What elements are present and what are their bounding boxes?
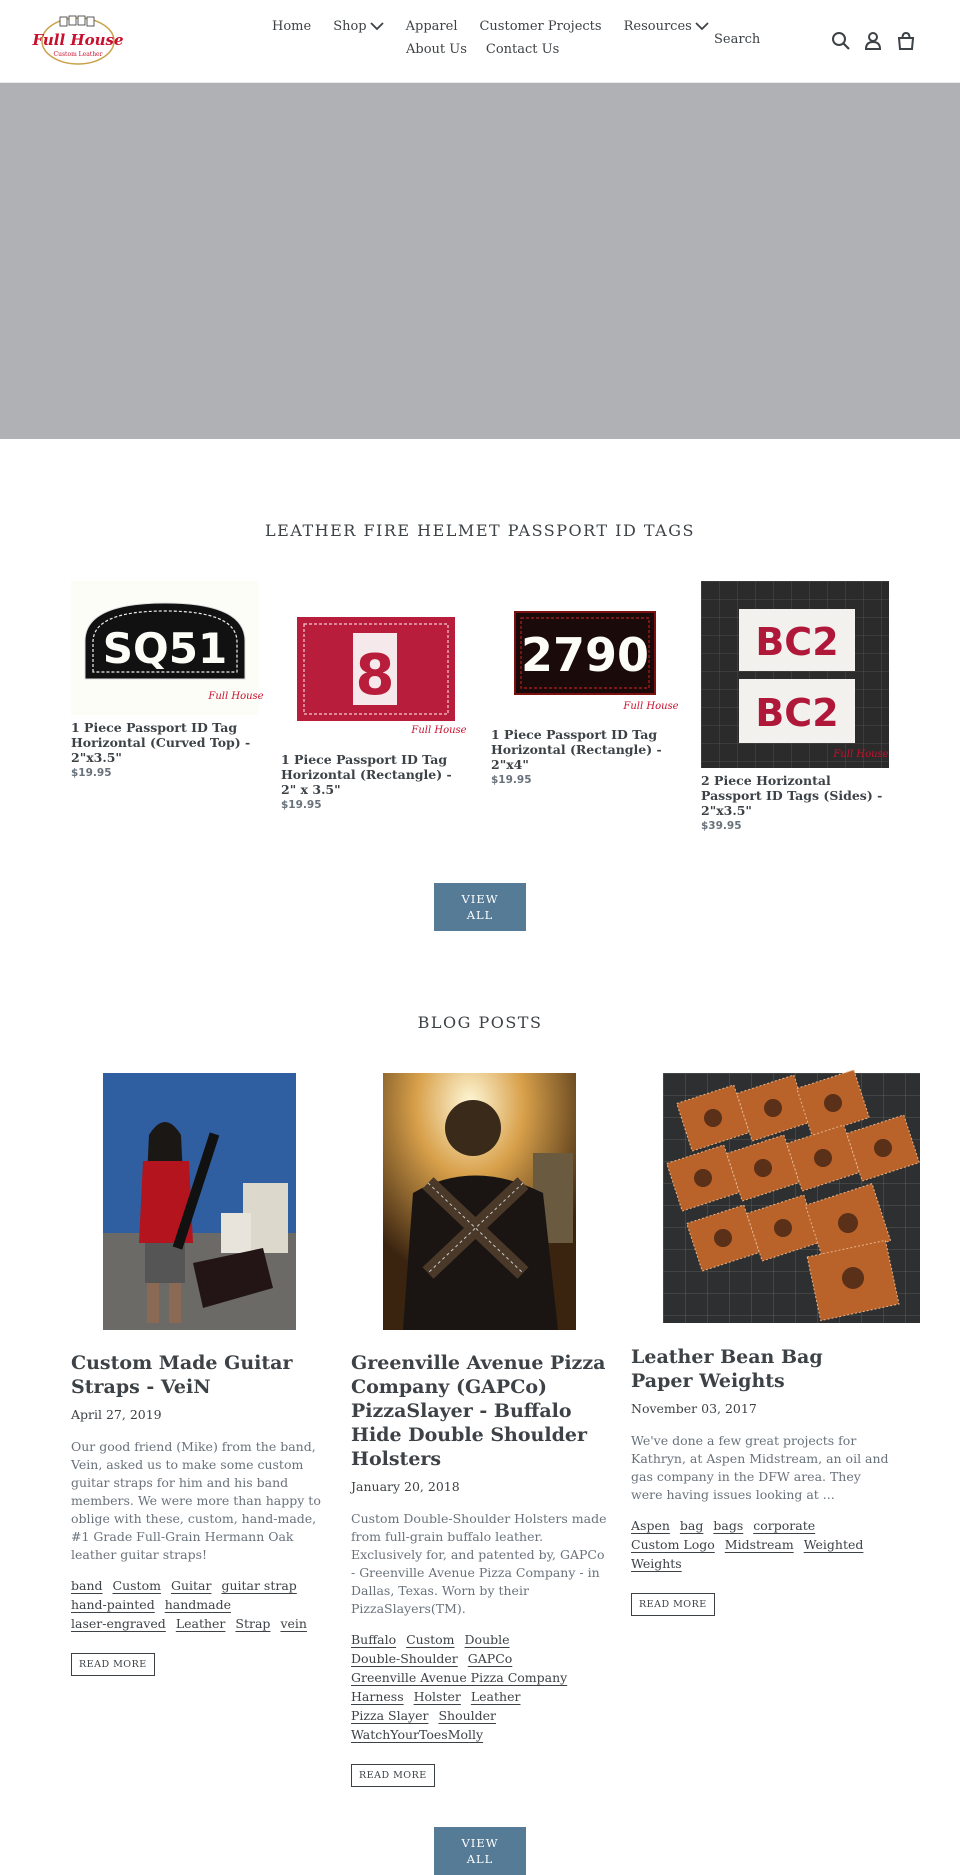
search-input[interactable]: Search [714,32,761,47]
product-price: $19.95 [71,767,112,779]
post-tags [71,1576,329,1633]
product-card[interactable] [491,581,681,786]
post-date: January 20, 2018 [351,1479,460,1494]
post-tags [351,1630,609,1744]
view-all-products-button[interactable]: VIEW ALL [434,883,526,931]
blog-section-title: BLOG POSTS [417,1013,543,1032]
post-excerpt: Custom Double-Shoulder Holsters made from full-grain buffalo leather. Exclusively for, and patented by, GAPCo - Greenville Avenue Pizza Company - in Dallas, Texas. Worn by their PizzaSlayers(TM). [351,1511,607,1616]
account-icon[interactable] [862,30,884,52]
cart-icon[interactable] [895,30,917,52]
tag-link[interactable]: laser-engraved [71,1616,166,1631]
product-name: 2 Piece Horizontal Passport ID Tags (Sides) - 2"x3.5" [701,773,883,818]
nav-about-us[interactable]: About Us [406,42,467,57]
product-price: $19.95 [281,799,322,811]
tag-link[interactable]: Holster [413,1689,461,1704]
product-name: 1 Piece Passport ID Tag Horizontal (Rectangle) - 2"x4" [491,727,662,772]
read-more-button[interactable]: READ MORE [351,1764,435,1787]
tag-link[interactable]: Double [464,1632,510,1647]
blog-image[interactable] [383,1073,576,1330]
tag-link[interactable]: Strap [235,1616,271,1631]
products-section-title: LEATHER FIRE HELMET PASSPORT ID TAGS [265,521,695,540]
post-excerpt: Our good friend (Mike) from the band, Vein, asked us to make some custom guitar straps for him and his band members. We were more than happy to oblige with these, custom, hand-made, #1 Grade Full-Grain Hermann Oak leather guitar straps! [71,1439,321,1562]
post-excerpt: We've done a few great projects for Kathryn, at Aspen Midstream, an oil and gas company in the DFW area. They were having issues looking at ... [631,1433,889,1502]
hero-banner [0,83,960,439]
tag-link[interactable]: bag [679,1518,704,1533]
nav-shop[interactable]: Shop [333,19,383,34]
nav-resources[interactable]: Resources [624,19,709,34]
tag-link[interactable]: Leather [470,1689,521,1704]
tag-link[interactable]: Greenville Avenue Pizza Company [351,1670,568,1685]
main-nav-row2 [406,42,578,57]
tag-link[interactable]: handmade [164,1597,231,1612]
chevron-down-icon [695,22,709,31]
tag-link[interactable]: Leather [175,1616,226,1631]
nav-customer-projects[interactable]: Customer Projects [479,19,602,34]
tag-link[interactable]: band [71,1578,103,1593]
product-price: $39.95 [701,820,742,832]
blog-image[interactable] [103,1073,296,1330]
post-title[interactable]: Greenville Avenue Pizza Company (GAPCo) PizzaSlayer - Buffalo Hide Double Shoulder Holsters [351,1352,606,1470]
blog-post [71,1351,329,1676]
svg-text:BC2: BC2 [755,620,839,664]
product-card[interactable] [701,581,891,832]
post-title[interactable]: Leather Bean Bag Paper Weights [631,1346,823,1392]
tag-link[interactable]: Weighted [803,1537,864,1552]
nav-apparel[interactable]: Apparel [405,19,458,34]
tag-link[interactable]: GAPCo [467,1651,513,1666]
blog-post [631,1345,889,1616]
tag-link[interactable]: hand-painted [71,1597,155,1612]
tag-link[interactable]: Midstream [724,1537,794,1552]
product-image [71,581,264,715]
svg-text:Full House: Full House [623,701,679,712]
tag-link[interactable]: Buffalo [351,1632,397,1647]
svg-text:Full House: Full House [208,691,264,702]
tag-link[interactable]: vein [280,1616,307,1631]
logo[interactable] [32,14,124,66]
post-tags [631,1516,889,1573]
svg-text:SQ51: SQ51 [102,624,228,673]
search-icon[interactable] [830,30,852,52]
main-nav [272,19,731,34]
svg-text:Full House: Full House [411,725,467,736]
chevron-down-icon [370,22,384,31]
product-image [281,581,469,747]
tag-link[interactable]: guitar strap [221,1578,297,1593]
tag-link[interactable]: Custom Logo [631,1537,715,1552]
post-date: April 27, 2019 [71,1407,162,1422]
product-name: 1 Piece Passport ID Tag Horizontal (Rectangle) - 2" x 3.5" [281,752,452,797]
logo-subtext: Custom Leather [53,51,103,58]
tag-link[interactable]: Weights [631,1556,682,1571]
svg-text:Full House: Full House [833,749,889,760]
nav-contact-us[interactable]: Contact Us [485,42,560,57]
post-title[interactable]: Custom Made Guitar Straps - VeiN [71,1352,293,1398]
svg-text:8: 8 [355,643,395,708]
product-card[interactable] [71,581,264,779]
tag-link[interactable]: Shoulder [438,1708,497,1723]
tag-link[interactable]: bags [713,1518,744,1533]
tag-link[interactable]: Custom [112,1578,161,1593]
post-date: November 03, 2017 [631,1401,757,1416]
product-price: $19.95 [491,774,532,786]
logo-text: Full House [32,31,124,49]
product-image [491,581,679,722]
tag-link[interactable]: Double-Shoulder [351,1651,458,1666]
blog-post [351,1351,609,1787]
product-image [701,581,889,768]
view-all-blog-button[interactable]: VIEW ALL [434,1827,526,1875]
tag-link[interactable]: corporate [753,1518,816,1533]
svg-text:BC2: BC2 [755,691,839,735]
tag-link[interactable]: Harness [351,1689,404,1704]
svg-text:2790: 2790 [520,628,650,682]
blog-image[interactable] [663,1073,920,1323]
read-more-button[interactable]: READ MORE [71,1653,155,1676]
tag-link[interactable]: Custom [406,1632,455,1647]
product-card[interactable] [281,581,471,811]
tag-link[interactable]: Aspen [631,1518,670,1533]
tag-link[interactable]: Pizza Slayer [351,1708,429,1723]
product-name: 1 Piece Passport ID Tag Horizontal (Curved Top) - 2"x3.5" [71,720,251,765]
tag-link[interactable]: Guitar [170,1578,212,1593]
site-header [0,0,960,83]
tag-link[interactable]: WatchYourToesMolly [351,1727,484,1742]
read-more-button[interactable]: READ MORE [631,1593,715,1616]
nav-home[interactable]: Home [272,19,312,34]
